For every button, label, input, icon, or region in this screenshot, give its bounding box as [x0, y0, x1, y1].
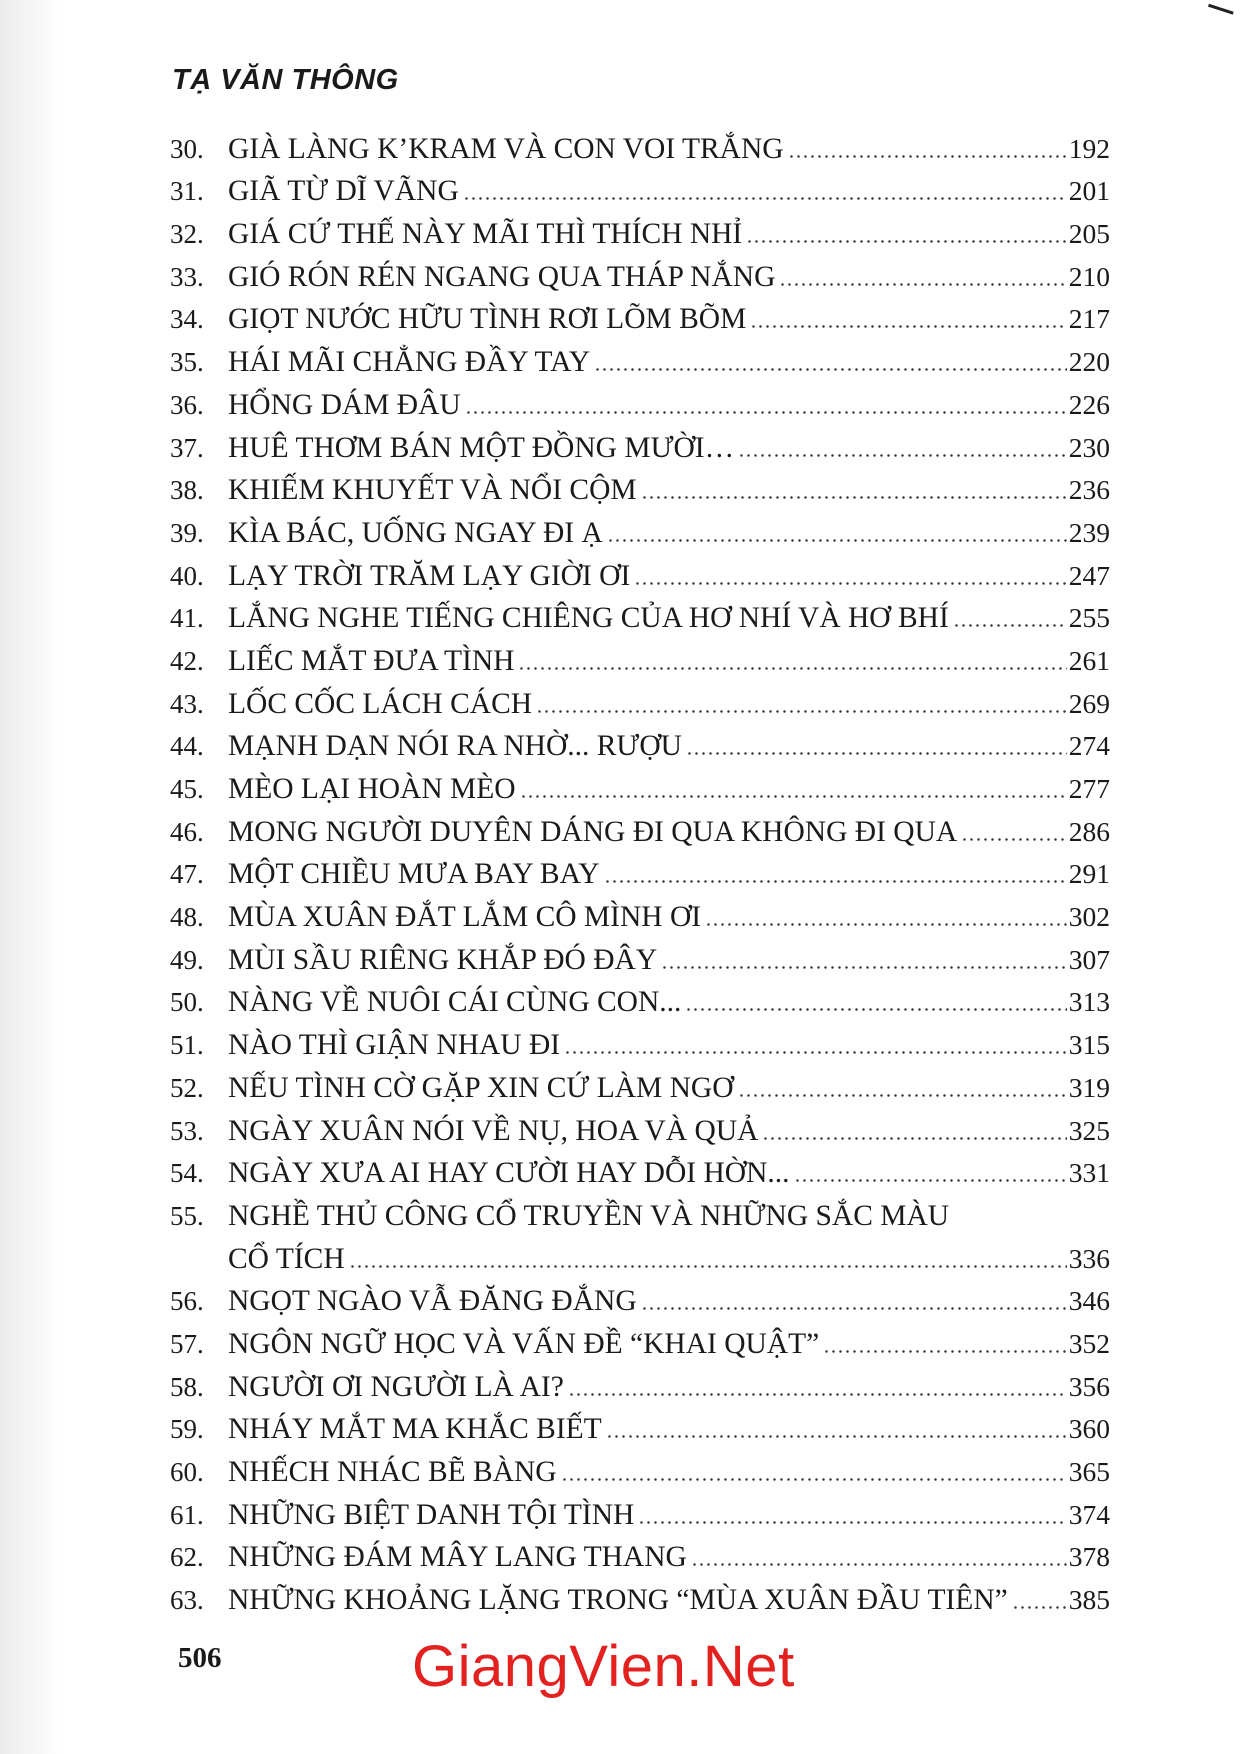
toc-entry-page: 352 — [1068, 1327, 1110, 1359]
toc-entry-title: MẠNH DẠN NÓI RA NHỜ... RƯỢU — [228, 730, 682, 763]
page-number: 506 — [178, 1642, 222, 1674]
toc-entry — [170, 852, 1110, 895]
dot-leader — [685, 1008, 1066, 1011]
running-head: TẠ VĂN THÔNG — [172, 64, 399, 96]
toc-entry-title: MỘT CHIỀU MƯA BAY BAY — [228, 858, 600, 891]
toc-entry — [170, 724, 1110, 767]
toc-entry — [170, 126, 1110, 169]
corner-mark — [1208, 0, 1238, 15]
dot-leader — [564, 1051, 1067, 1054]
toc-entry-title: LIẾC MẮT ĐƯA TÌNH — [228, 644, 515, 677]
dot-leader — [641, 1307, 1067, 1310]
toc-entry-page: 346 — [1068, 1285, 1110, 1317]
toc-entry — [170, 596, 1110, 639]
toc-entry — [170, 382, 1110, 425]
toc-entry-page: 331 — [1068, 1157, 1110, 1189]
dot-leader — [691, 1563, 1067, 1566]
toc-entry-title: MÙA XUÂN ĐẮT LẮM CÔ MÌNH ƠI — [228, 901, 702, 934]
toc-entry-number: 63. — [170, 1585, 204, 1616]
toc-entry-title: NÀNG VỀ NUÔI CÁI CÙNG CON... — [228, 986, 682, 1019]
watermark: GiangVien.Net — [412, 1634, 795, 1699]
dot-leader — [746, 240, 1067, 243]
toc-entry-number: 55. — [170, 1200, 204, 1231]
toc-entry — [170, 297, 1110, 340]
toc-entry-number: 38. — [170, 475, 204, 506]
toc-entry — [170, 169, 1110, 212]
toc-entry-number: 37. — [170, 432, 204, 463]
toc-entry-title: KHIẾM KHUYẾT VÀ NỔI CỘM — [228, 474, 637, 507]
toc-entry-number: 49. — [170, 944, 204, 975]
toc-entry-number: 34. — [170, 304, 204, 335]
toc-entry — [170, 254, 1110, 297]
toc-entry-number: 40. — [170, 560, 204, 591]
toc-entry-number: 62. — [170, 1542, 204, 1573]
toc-entry — [170, 510, 1110, 553]
toc-entry-number: 48. — [170, 902, 204, 933]
dot-leader — [738, 454, 1067, 457]
dot-leader — [561, 1478, 1067, 1481]
toc-entry-page: 217 — [1068, 303, 1110, 335]
toc-entry-title: NÀO THÌ GIẬN NHAU ĐI — [228, 1029, 561, 1062]
dot-leader — [594, 368, 1067, 371]
dot-leader — [349, 1265, 1067, 1268]
toc-entry-title: NHỮNG BIỆT DANH TỘI TÌNH — [228, 1498, 635, 1531]
toc-entry-page: 247 — [1068, 559, 1110, 591]
toc-entry-page: 261 — [1068, 644, 1110, 676]
toc-entry-title: GIÃ TỪ DĨ VÃNG — [228, 175, 459, 208]
toc-entry-page: 356 — [1068, 1370, 1110, 1402]
dot-leader — [794, 1179, 1067, 1182]
toc-entry-number: 30. — [170, 133, 204, 164]
toc-entry-title-continued: CỔ TÍCH — [228, 1242, 345, 1275]
dot-leader — [661, 966, 1067, 969]
dot-leader — [607, 539, 1067, 542]
toc-entry-title: LẠY TRỜI TRĂM LẠY GIỜI ƠI — [228, 559, 631, 592]
toc-entry — [170, 468, 1110, 511]
toc-entry — [170, 1321, 1110, 1364]
toc-entry — [170, 1449, 1110, 1492]
toc-entry — [170, 638, 1110, 681]
toc-entry — [170, 1108, 1110, 1151]
toc-entry — [170, 1022, 1110, 1065]
toc-entry-page: 325 — [1068, 1114, 1110, 1146]
dot-leader — [518, 667, 1066, 670]
toc-entry-title: MÈO LẠI HOÀN MÈO — [228, 773, 516, 805]
toc-entry-title: NHỮNG KHOẢNG LẶNG TRONG “MÙA XUÂN ĐẦU TIÊN” — [228, 1584, 1008, 1617]
toc-entry — [170, 339, 1110, 382]
toc-entry-number: 56. — [170, 1286, 204, 1317]
toc-entry — [170, 425, 1110, 468]
toc-entry-page: 313 — [1068, 986, 1110, 1018]
toc-entry-title: HÁI MÃI CHẲNG ĐẦY TAY — [228, 346, 591, 379]
toc-entry-number: 35. — [170, 347, 204, 378]
toc-entry-page: 307 — [1068, 943, 1110, 975]
toc-entry-number: 54. — [170, 1158, 204, 1189]
toc-entry-page: 201 — [1068, 175, 1110, 207]
toc-entry-title: HỔNG DÁM ĐÂU — [228, 388, 461, 421]
toc-entry-number: 43. — [170, 688, 204, 719]
toc-entry-title: NHÁY MẮT MA KHẮC BIẾT — [228, 1413, 602, 1446]
dot-leader — [604, 880, 1067, 883]
toc-entry-title: GIÁ CỨ THẾ NÀY MÃI THÌ THÍCH NHỈ — [228, 218, 743, 251]
toc-entry-title: NẾU TÌNH CỜ GẶP XIN CỨ LÀM NGƠ — [228, 1071, 734, 1104]
dot-leader — [634, 582, 1066, 585]
toc-entry-number: 46. — [170, 816, 204, 847]
dot-leader — [638, 1521, 1066, 1524]
toc-entry-page: 210 — [1068, 260, 1110, 292]
toc-entry-number: 32. — [170, 219, 204, 250]
toc-entry-page: 302 — [1068, 901, 1110, 933]
dot-leader — [606, 1435, 1067, 1438]
toc-entry — [170, 980, 1110, 1023]
toc-entry-page: 291 — [1068, 858, 1110, 890]
dot-leader — [463, 197, 1067, 200]
toc-entry-number: 58. — [170, 1371, 204, 1402]
toc-entry-page: 365 — [1068, 1456, 1110, 1488]
toc-entry-number: 52. — [170, 1072, 204, 1103]
toc-entry — [170, 1577, 1110, 1620]
toc-entry — [170, 766, 1110, 809]
toc-entry — [170, 937, 1110, 980]
toc-entry-number: 41. — [170, 603, 204, 634]
toc-entry-number: 47. — [170, 859, 204, 890]
dot-leader — [738, 1094, 1067, 1097]
toc-entry-page: 360 — [1068, 1413, 1110, 1445]
toc-entry — [170, 553, 1110, 596]
toc-entry — [170, 1065, 1110, 1108]
toc-entry-title: MÙI SẦU RIÊNG KHẮP ĐÓ ĐÂY — [228, 943, 658, 976]
dot-leader — [641, 496, 1067, 499]
toc-entry-title: GIÀ LÀNG K’KRAM VÀ CON VOI TRẮNG — [228, 132, 784, 165]
toc-entry-number: 51. — [170, 1030, 204, 1061]
toc-entry — [170, 894, 1110, 937]
toc-entry-page: 286 — [1068, 815, 1110, 847]
toc-entry-page: 277 — [1068, 773, 1110, 804]
toc-entry-page: 220 — [1068, 346, 1110, 378]
dot-leader — [536, 710, 1067, 713]
toc-entry-number: 45. — [170, 774, 204, 804]
toc-entry-page: 230 — [1068, 431, 1110, 463]
toc-entry-title: NGƯỜI ƠI NGƯỜI LÀ AI? — [228, 1370, 564, 1403]
table-of-contents — [170, 126, 1110, 1620]
dot-leader — [686, 752, 1067, 755]
toc-entry — [170, 211, 1110, 254]
toc-entry-number: 31. — [170, 176, 204, 207]
toc-entry-title: NGHỀ THỦ CÔNG CỔ TRUYỀN VÀ NHỮNG SẮC MÀU — [228, 1199, 950, 1232]
toc-entry-number: 60. — [170, 1457, 204, 1488]
toc-entry-page: 255 — [1068, 602, 1110, 634]
toc-entry-page: 319 — [1068, 1071, 1110, 1103]
toc-entry-title: LỐC CỐC LÁCH CÁCH — [228, 687, 533, 720]
toc-entry-number: 36. — [170, 389, 204, 420]
toc-entry — [170, 1364, 1110, 1407]
toc-entry-page: 315 — [1068, 1029, 1110, 1061]
toc-entry-page: 374 — [1068, 1498, 1110, 1530]
toc-entry-number: 33. — [170, 261, 204, 292]
toc-entry-page: 378 — [1068, 1541, 1110, 1573]
toc-entry-number: 42. — [170, 645, 204, 676]
toc-entry-number: 53. — [170, 1115, 204, 1146]
toc-entry-page: 192 — [1068, 132, 1110, 164]
dot-leader — [779, 283, 1066, 286]
dot-leader — [762, 1137, 1066, 1140]
toc-entry-page: 269 — [1068, 687, 1110, 719]
toc-entry-page: 236 — [1068, 474, 1110, 506]
dot-leader — [961, 838, 1067, 841]
toc-entry-title: MONG NGƯỜI DUYÊN DÁNG ĐI QUA KHÔNG ĐI QUA — [228, 815, 958, 848]
toc-entry — [170, 1407, 1110, 1450]
dot-leader — [568, 1393, 1067, 1396]
toc-entry-page: 336 — [1068, 1242, 1110, 1274]
toc-entry-number: 57. — [170, 1328, 204, 1359]
toc-entry — [170, 1151, 1110, 1194]
toc-entry-title: NHỮNG ĐÁM MÂY LANG THANG — [228, 1541, 687, 1574]
toc-entry — [170, 681, 1110, 724]
toc-entry-number: 59. — [170, 1414, 204, 1445]
toc-entry-title: GIÓ RÓN RÉN NGANG QUA THÁP NẮNG — [228, 260, 776, 293]
toc-entry-page: 226 — [1068, 388, 1110, 420]
toc-entry — [170, 1492, 1110, 1535]
toc-entry — [170, 1279, 1110, 1322]
toc-entry-title: GIỌT NƯỚC HỮU TÌNH RƠI LÕM BÕM — [228, 303, 747, 336]
dot-leader — [465, 411, 1067, 414]
dot-leader — [953, 624, 1067, 627]
dot-leader — [750, 325, 1066, 328]
toc-entry — [170, 1193, 1110, 1278]
toc-entry-title: NGÀY XUÂN NÓI VỀ NỤ, HOA VÀ QUẢ — [228, 1114, 759, 1147]
dot-leader — [520, 795, 1067, 798]
toc-entry-page: 239 — [1068, 516, 1110, 548]
toc-entry — [170, 1535, 1110, 1578]
toc-entry — [170, 809, 1110, 852]
toc-entry-title: NGÔN NGỮ HỌC VÀ VẤN ĐỀ “KHAI QUẬT” — [228, 1327, 820, 1360]
dot-leader — [1012, 1606, 1067, 1609]
dot-leader — [788, 155, 1067, 158]
toc-entry-number: 50. — [170, 987, 204, 1018]
dot-leader — [823, 1350, 1066, 1353]
toc-entry-page: 274 — [1068, 730, 1110, 762]
toc-entry-title: NGỌT NGÀO VẪ ĐĂNG ĐẮNG — [228, 1285, 637, 1318]
page-binding-shadow — [0, 0, 62, 1754]
toc-entry-title: HUÊ THƠM BÁN MỘT ĐỒNG MƯỜI… — [228, 431, 735, 464]
toc-entry-page: 205 — [1068, 218, 1110, 250]
toc-entry-title: NGÀY XƯA AI HAY CƯỜI HAY DỖI HỜN... — [228, 1157, 790, 1190]
toc-entry-title: NHẾCH NHÁC BẼ BÀNG — [228, 1456, 557, 1489]
dot-leader — [705, 923, 1067, 926]
toc-entry-number: 61. — [170, 1499, 204, 1530]
toc-entry-title: KÌA BÁC, UỐNG NGAY ĐI Ạ — [228, 516, 603, 549]
toc-entry-number: 39. — [170, 517, 204, 548]
toc-entry-title: LẮNG NGHE TIẾNG CHIÊNG CỦA HƠ NHÍ VÀ HƠ BHÍ — [228, 602, 949, 635]
toc-entry-number: 44. — [170, 731, 204, 762]
toc-entry-page: 385 — [1068, 1584, 1110, 1616]
